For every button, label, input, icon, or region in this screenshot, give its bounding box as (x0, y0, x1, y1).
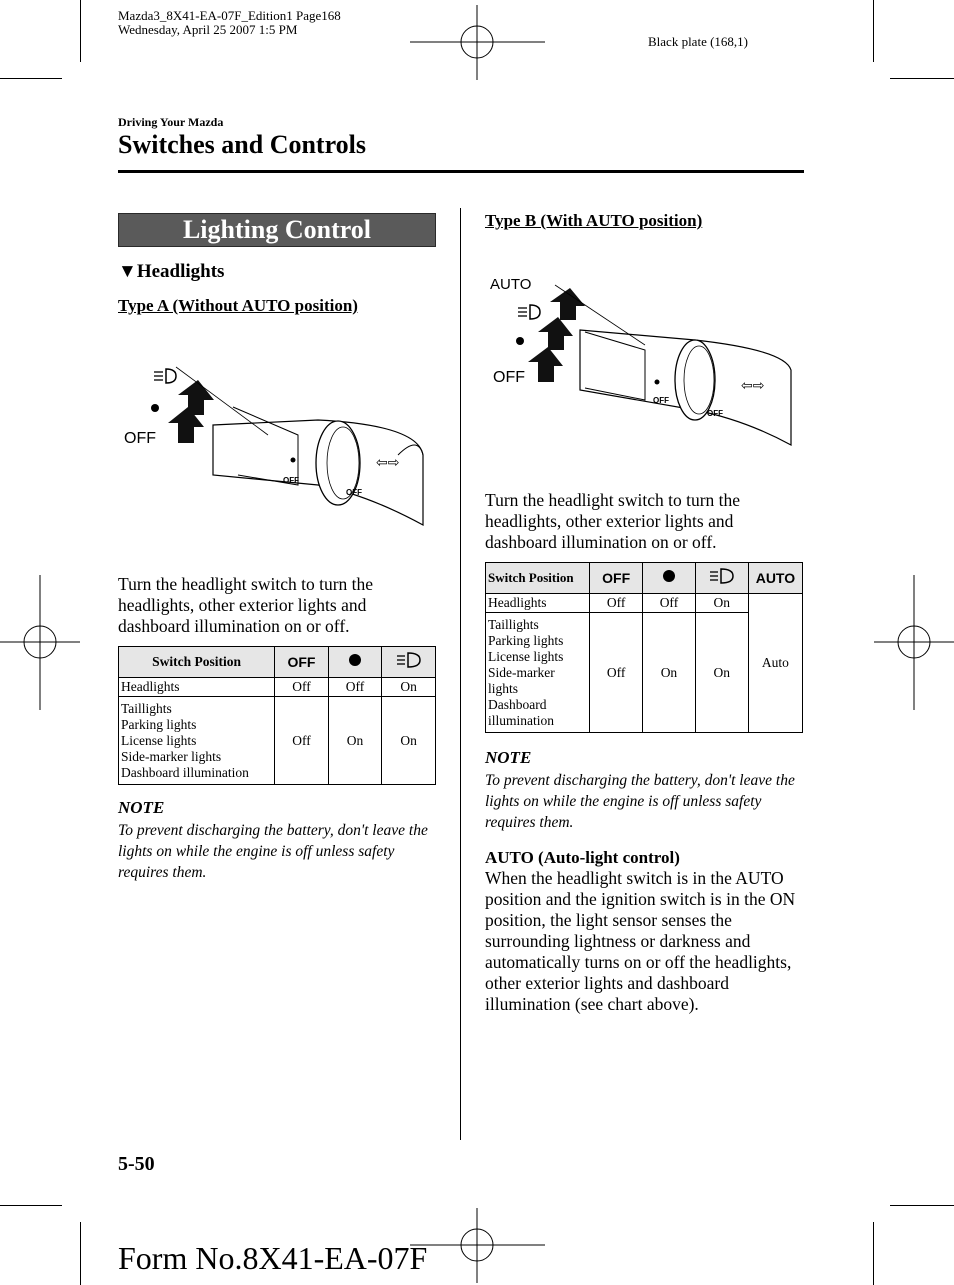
subhead-text: Headlights (136, 261, 225, 282)
section-rule (118, 170, 804, 173)
cell-headlight: On (695, 613, 748, 733)
row-label: Taillights Parking lights License lights Side-marker lights Dashboard illumination (119, 697, 275, 785)
row-label: Taillights Parking lights License lights Side-marker lights Dashboard illumination (486, 613, 590, 733)
registration-mark-right (874, 575, 954, 710)
registration-mark-bottom (410, 1208, 545, 1283)
auto-light-heading: AUTO (Auto-light control) (485, 848, 680, 867)
svg-text:OFF: OFF (707, 409, 723, 418)
headlights-subhead (118, 261, 224, 283)
breadcrumb: Driving Your Mazda (118, 115, 224, 129)
table-header-switch-position: Switch Position (486, 563, 590, 594)
headlight-switch-figure-type-a (118, 355, 428, 540)
parking-dot-icon (348, 653, 362, 667)
registration-mark-left (0, 575, 80, 710)
headlight-on-icon (708, 567, 736, 585)
triangle-marker-icon: ▼ (118, 261, 137, 282)
cell-off: Off (590, 613, 643, 733)
parking-dot-icon (151, 404, 159, 412)
svg-text:OFF: OFF (653, 396, 669, 405)
cell-auto: Auto (748, 594, 802, 733)
body-text-type-b: Turn the headlight switch to turn the headlights, other exterior lights and dashboard illumination on or off. (485, 490, 741, 552)
off-label: OFF (493, 369, 525, 386)
headlight-on-icon (518, 305, 540, 319)
off-symbol-header: OFF (275, 647, 329, 678)
note-title-left: NOTE (118, 798, 165, 817)
type-b-heading: Type B (With AUTO position) (485, 211, 703, 230)
svg-text:⇦⇨: ⇦⇨ (741, 377, 765, 393)
parking-dot-icon (662, 569, 676, 583)
svg-text:OFF: OFF (346, 488, 362, 497)
table-row (119, 678, 436, 697)
note-text-right: To prevent discharging the battery, don't leave the lights on while the engine is off unless safety requires them. (485, 772, 795, 831)
print-header-line2: Wednesday, April 25 2007 1:5 PM (118, 22, 298, 37)
parking-symbol-header (328, 647, 381, 678)
form-number: Form No.8X41-EA-07F (118, 1240, 428, 1276)
headlight-switch-figure-type-b (485, 270, 795, 455)
headlight-symbol-header (695, 563, 748, 594)
print-header-line1: Mazda3_8X41-EA-07F_Edition1 Page168 (118, 8, 341, 23)
switch-position-table-a (118, 646, 436, 785)
registration-mark-top (410, 5, 545, 80)
cell-parking: Off (643, 594, 695, 613)
cell-headlight: On (695, 594, 748, 613)
row-label: Headlights (486, 594, 590, 613)
section-title: Switches and Controls (118, 130, 367, 159)
body-text-type-a: Turn the headlight switch to turn the headlights, other exterior lights and dashboard illumination on or off. (118, 574, 374, 636)
svg-text:⇦⇨: ⇦⇨ (376, 454, 400, 470)
table-row (486, 594, 803, 613)
cell-parking: On (643, 613, 695, 733)
cell-off: Off (590, 594, 643, 613)
off-symbol-header: OFF (590, 563, 643, 594)
lighting-control-banner: Lighting Control (118, 213, 436, 247)
page-number: 5-50 (118, 1153, 155, 1175)
auto-light-body: When the headlight switch is in the AUTO position and the ignition switch is in the ON position, the light sensor senses the surrounding lightness or darkness and automatically turns on or off the headlights, other exterior lights and dashboard illumination (see chart above). (485, 868, 796, 1014)
parking-dot-icon (516, 337, 524, 345)
cell-off: Off (275, 697, 329, 785)
cell-headlight: On (382, 697, 436, 785)
parking-symbol-header (643, 563, 695, 594)
plate-label: Black plate (168,1) (648, 34, 748, 49)
headlight-on-icon (154, 369, 176, 383)
note-title-right: NOTE (485, 748, 532, 767)
cell-parking: On (328, 697, 381, 785)
switch-position-table-b (485, 562, 803, 733)
table-row (119, 697, 436, 785)
column-divider (460, 208, 461, 1140)
cell-parking: Off (328, 678, 381, 697)
headlight-symbol-header (382, 647, 436, 678)
cell-headlight: On (382, 678, 436, 697)
off-label: OFF (124, 430, 156, 447)
auto-symbol-header: AUTO (748, 563, 802, 594)
auto-label: AUTO (490, 276, 532, 293)
table-header-switch-position: Switch Position (119, 647, 275, 678)
row-label: Headlights (119, 678, 275, 697)
headlight-on-icon (395, 651, 423, 669)
cell-off: Off (275, 678, 329, 697)
note-text-left: To prevent discharging the battery, don't leave the lights on while the engine is off unless safety requires them. (118, 822, 428, 881)
svg-text:OFF: OFF (283, 476, 299, 485)
type-a-heading: Type A (Without AUTO position) (118, 296, 358, 315)
